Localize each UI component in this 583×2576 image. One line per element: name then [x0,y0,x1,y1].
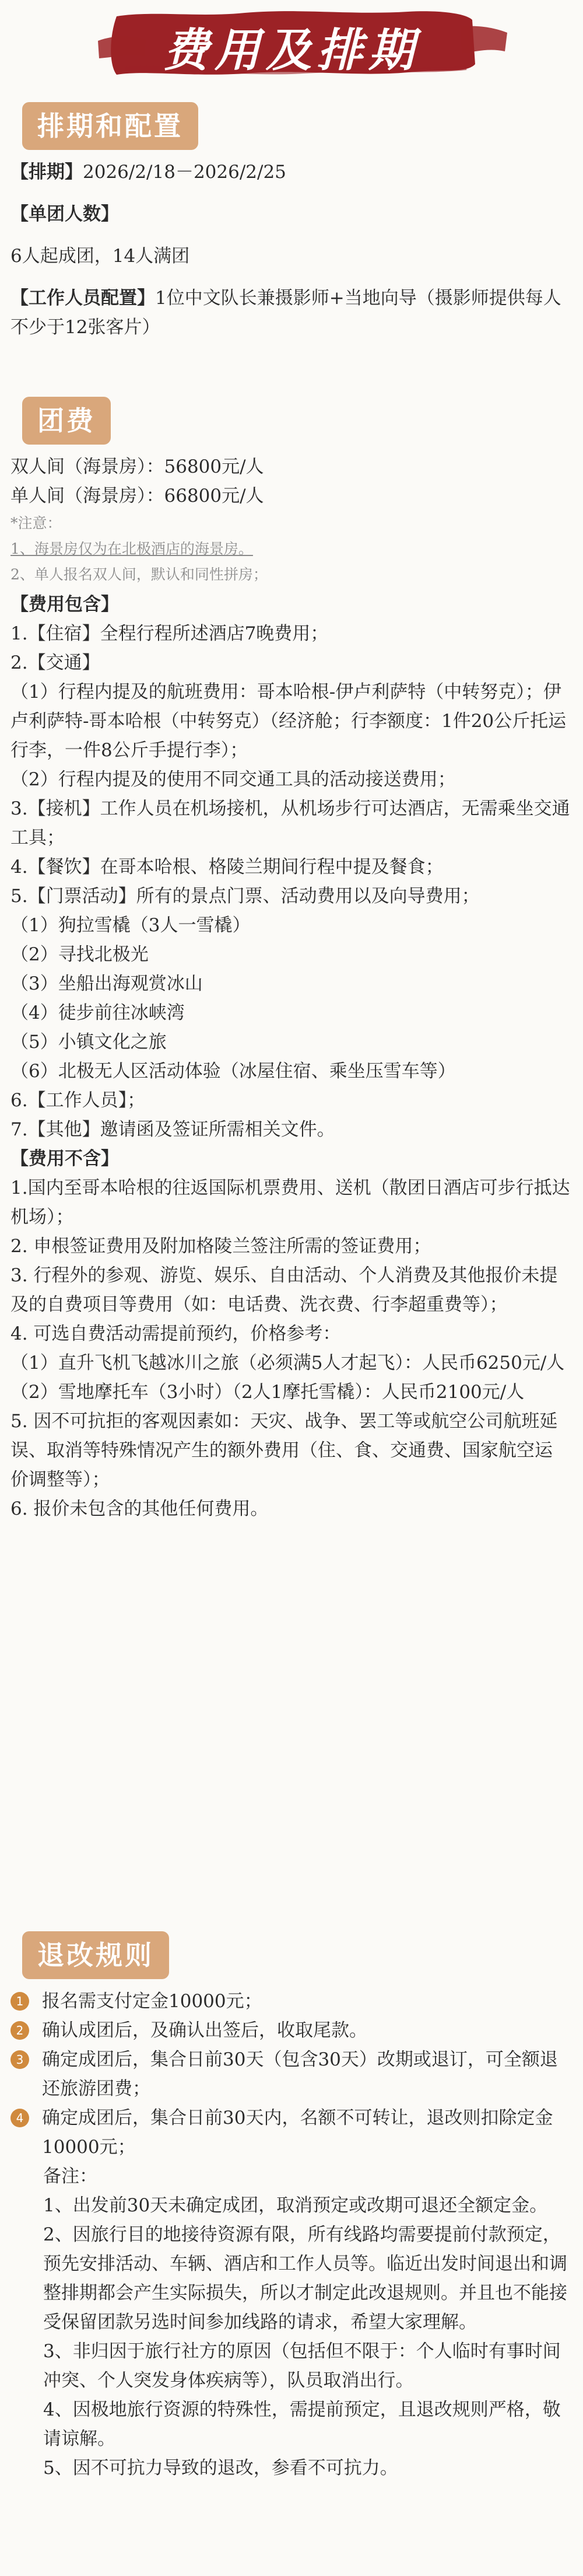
excluded-item: 2. 申根签证费用及附加格陵兰签注所需的签证费用； [10,1236,431,1257]
price-line: 单人间（海景房）：66800元/人 [10,485,264,506]
excluded-item: 1.国内至哥本哈根的往返国际机票费用、送机（散团日酒店可步行抵达机场）； [10,1177,570,1228]
schedule-value: 2026/2/18－2026/2/25 [83,162,286,183]
excluded-item: 4. 可选自费活动需提前预约，价格参考： [10,1323,341,1344]
included-item: 7.【其他】邀请函及签证所需相关文件。 [10,1119,335,1140]
number-badge-icon: 4 [10,2109,29,2127]
included-item: 5.【门票活动】所有的景点门票、活动费用以及向导费用； [10,886,480,907]
included-item: （3）坐船出海观赏冰山 [10,973,203,994]
excluded-item: 6. 报价未包含的其他任何费用。 [10,1498,269,1519]
excluded-item: 3. 行程外的参观、游览、娱乐、自由活动、个人消费及其他报价未提及的自费项目等费用（如：电话费、洗衣费、行李超重费等）； [10,1265,558,1315]
notice-item: 2、单人报名双人间，默认和同性拼房； [10,566,268,583]
included-item: （1）狗拉雪橇（3人一雪橇） [10,915,251,936]
included-item: （6）北极无人区活动体验（冰屋住宿、乘坐压雪车等） [10,1061,456,1082]
excluded-item: （2）雪地摩托车（3小时）（2人1摩托雪橇）：人民币2100元/人 [10,1382,525,1403]
rule-item [10,2045,570,2103]
schedule-value: 6人起成团，14人满团 [10,246,190,267]
number-badge-icon: 1 [10,1992,29,2011]
remark-item: 4、因极地旅行资源的特殊性，需提前预定，且退改规则严格，敬请谅解。 [43,2399,561,2449]
excluded-item: （1）直升飞机飞越冰川之旅（必须满5人才起飞）：人民币6250元/人 [10,1352,565,1373]
included-item: （4）徒步前往冰峡湾 [10,1002,185,1023]
remark-item: 3、非归因于旅行社方的原因（包括但不限于：个人临时有事时间冲突、个人突发身体疾病等），队员取消出行。 [43,2341,561,2391]
rule-item [10,2016,570,2045]
included-item: 2.【交通】 [10,652,100,673]
fees-block [10,452,570,1523]
notice-title: *注意： [10,515,62,532]
schedule-value: 1位中文队长兼摄影师+当地向导（摄影师提供每人不少于12张客片） [10,288,561,338]
excluded-title: 【费用不含】 [10,1148,119,1169]
page-title: 费用及排期 [163,25,420,77]
notice-item: 1、海景房仅为在北极酒店的海景房。 [10,540,253,557]
rule-text: 确定成团后，集合日前30天（包含30天）改期或退订，可全额退还旅游团费； [42,2049,558,2099]
schedule-label: 【工作人员配置】 [10,288,155,309]
schedule-line [10,200,570,229]
included-item: 6.【工作人员】； [10,1090,146,1111]
schedule-line [10,284,570,342]
rule-text: 确定成团后，集合日前30天内，名额不可转让，退改则扣除定金10000元； [42,2107,553,2158]
refund-block [10,1987,570,2483]
included-item: 4.【餐饮】在哥本哈根、格陵兰期间行程中提及餐食； [10,857,444,878]
remark-item: 5、因不可抗力导致的退改，参看不可抗力。 [43,2458,398,2479]
included-item: （5）小镇文化之旅 [10,1032,167,1053]
rule-text: 报名需支付定金10000元； [42,1991,262,2012]
schedule-line [10,158,570,187]
schedule-block [10,158,570,342]
schedule-label: 【单团人数】 [10,204,119,225]
number-badge-icon: 3 [10,2050,29,2069]
included-item: （2）行程内提及的使用不同交通工具的活动接送费用； [10,769,456,790]
schedule-line [10,242,570,271]
included-title: 【费用包含】 [10,594,119,615]
section-heading-schedule: 排期和配置 [22,102,198,150]
remarks-title: 备注： [43,2166,97,2187]
number-badge-icon: 2 [10,2021,29,2040]
rule-item [10,1987,570,2016]
rule-item [10,2103,570,2162]
rule-text: 确认成团后，及确认出签后，收取尾款。 [42,2020,367,2041]
remark-item: 2、因旅行目的地接待资源有限，所有线路均需要提前付款预定，预先安排活动、车辆、酒店和工作人员等。临近出发时间退出和调整排期都会产生实际损失，所以才制定此改退规则。并且也不能接受保留团款另选时间参加线路的请求，希望大家理解。 [43,2224,567,2333]
schedule-label: 【排期】 [10,162,83,183]
included-item: （1）行程内提及的航班费用：哥本哈根-伊卢利萨特（中转努克）；伊卢利萨特-哥本哈根（中转努克）（经济舱；行李额度：1件20公斤托运行李，一件8公斤手提行李）； [10,681,567,761]
included-item: 1.【住宿】全程行程所述酒店7晚费用； [10,623,329,644]
section-heading-fees: 团费 [22,397,111,445]
title-banner [0,0,583,99]
price-line: 双人间（海景房）：56800元/人 [10,456,264,477]
section-heading-refund: 退改规则 [22,1931,169,1979]
included-item: 3.【接机】工作人员在机场接机，从机场步行可达酒店，无需乘坐交通工具； [10,798,570,848]
remark-item: 1、出发前30天未确定成团，取消预定或改期可退还全额定金。 [43,2195,548,2216]
excluded-item: 5. 因不可抗拒的客观因素如：天灾、战争、罢工等或航空公司航班延误、取消等特殊情况产生的额外费用（住、食、交通费、国家航空运价调整等）； [10,1411,558,1490]
included-item: （2）寻找北极光 [10,944,149,965]
